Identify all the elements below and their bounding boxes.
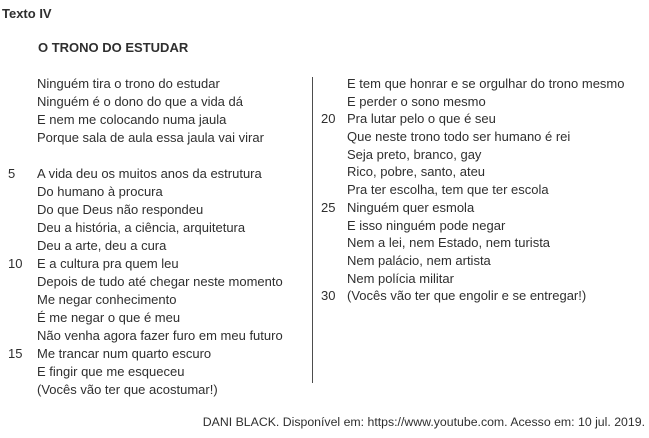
poem-line bbox=[8, 309, 283, 327]
poem-line bbox=[8, 93, 283, 111]
line-text: E a cultura pra quem leu bbox=[37, 256, 179, 271]
line-text: Ninguém quer esmola bbox=[347, 199, 475, 215]
poem-line bbox=[321, 93, 624, 111]
poem-line bbox=[8, 345, 283, 363]
poem-line bbox=[321, 270, 624, 288]
poem-line bbox=[321, 234, 624, 252]
line-text: E tem que honrar e se orgulhar do trono mesmo bbox=[347, 76, 625, 91]
line-number: 20 bbox=[321, 111, 336, 127]
line-text: Do humano à procura bbox=[37, 184, 163, 199]
poem-line bbox=[8, 183, 283, 201]
line-text: Nem palácio, nem artista bbox=[347, 252, 491, 268]
poem-line bbox=[8, 219, 283, 237]
line-number bbox=[8, 201, 37, 219]
line-text: E fingir que me esqueceu bbox=[37, 364, 185, 379]
poem-title: O TRONO DO ESTUDAR bbox=[38, 40, 189, 55]
line-text: Porque sala de aula essa jaula vai virar bbox=[37, 130, 264, 145]
line-number bbox=[8, 111, 37, 129]
poem-line bbox=[8, 237, 283, 255]
poem-line bbox=[8, 111, 283, 129]
line-text: Deu a arte, deu a cura bbox=[37, 238, 167, 253]
line-text: Me negar conhecimento bbox=[37, 292, 177, 307]
poem-line bbox=[321, 252, 624, 270]
line-number bbox=[8, 183, 37, 201]
poem-line bbox=[321, 199, 624, 217]
line-text: Nem a lei, nem Estado, nem turista bbox=[347, 235, 551, 251]
line-text: Do que Deus não respondeu bbox=[37, 202, 204, 217]
poem-line bbox=[8, 363, 283, 381]
poem-line bbox=[321, 163, 624, 181]
line-text: Ninguém tira o trono do estudar bbox=[37, 76, 220, 91]
line-number bbox=[8, 273, 37, 291]
line-text: Não venha agora fazer furo em meu futuro bbox=[37, 328, 283, 343]
line-number bbox=[321, 128, 347, 146]
line-text: É me negar o que é meu bbox=[37, 310, 181, 325]
line-number: 15 bbox=[8, 346, 23, 361]
poem-line bbox=[8, 255, 283, 273]
line-text: Deu a história, a ciência, arquitetura bbox=[37, 220, 246, 235]
poem-line bbox=[321, 128, 624, 146]
poem-line bbox=[8, 381, 283, 399]
line-number bbox=[8, 291, 37, 309]
line-text: E nem me colocando numa jaula bbox=[37, 112, 227, 127]
poem-line bbox=[321, 146, 624, 164]
line-number bbox=[321, 146, 347, 164]
line-text: Que neste trono todo ser humano é rei bbox=[347, 129, 571, 145]
line-text: Depois de tudo até chegar neste momento bbox=[37, 274, 283, 289]
line-text: E isso ninguém pode negar bbox=[347, 217, 506, 233]
poem-line bbox=[321, 110, 624, 128]
line-number: 5 bbox=[8, 166, 16, 181]
poem-line bbox=[321, 217, 624, 235]
line-number bbox=[8, 129, 37, 147]
line-number bbox=[321, 181, 347, 199]
line-text: Nem polícia militar bbox=[347, 270, 454, 286]
poem-line bbox=[8, 327, 283, 345]
line-number: 30 bbox=[321, 288, 336, 304]
line-text: (Vocês vão ter que acostumar!) bbox=[37, 382, 218, 397]
line-number bbox=[321, 252, 347, 270]
line-number bbox=[321, 217, 347, 235]
line-number bbox=[321, 163, 347, 181]
line-number bbox=[8, 309, 37, 327]
line-text: A vida deu os muitos anos da estrutura bbox=[37, 166, 262, 181]
line-number bbox=[8, 219, 37, 237]
line-text: Rico, pobre, santo, ateu bbox=[347, 164, 486, 180]
line-number bbox=[321, 270, 347, 288]
poem-right-column bbox=[321, 75, 624, 305]
line-number bbox=[8, 75, 37, 93]
line-text: (Vocês vão ter que engolir e se entregar!) bbox=[347, 288, 587, 304]
line-number bbox=[321, 234, 347, 252]
poem-line bbox=[8, 165, 283, 183]
poem-line bbox=[321, 181, 624, 199]
line-text: E perder o sono mesmo bbox=[347, 93, 486, 109]
line-number bbox=[8, 381, 37, 399]
poem-line bbox=[321, 287, 624, 305]
line-text: Ninguém é o dono do que a vida dá bbox=[37, 94, 243, 109]
poem-line bbox=[8, 273, 283, 291]
stanza-2 bbox=[8, 165, 283, 399]
line-number: 25 bbox=[321, 199, 336, 215]
poem-line bbox=[8, 75, 283, 93]
line-text: Me trancar num quarto escuro bbox=[37, 346, 212, 361]
line-number bbox=[8, 237, 37, 255]
poem-line bbox=[8, 201, 283, 219]
poem-line bbox=[321, 75, 624, 93]
line-number bbox=[8, 363, 37, 381]
line-number: 10 bbox=[8, 256, 23, 271]
line-number bbox=[8, 327, 37, 345]
source-citation: DANI BLACK. Disponível em: https://www.youtube.com. Acesso em: 10 jul. 2019. bbox=[202, 415, 645, 429]
poem-line bbox=[8, 129, 283, 147]
line-text: Seja preto, branco, gay bbox=[347, 146, 482, 162]
line-text: Pra ter escolha, tem que ter escola bbox=[347, 182, 549, 198]
poem-left-column bbox=[8, 75, 283, 399]
text-section-label: Texto IV bbox=[2, 6, 52, 21]
line-text: Pra lutar pelo o que é seu bbox=[347, 111, 496, 127]
line-number bbox=[8, 93, 37, 111]
column-divider bbox=[312, 77, 313, 383]
stanza-1 bbox=[8, 75, 283, 147]
line-number bbox=[321, 93, 347, 111]
line-number bbox=[321, 75, 347, 93]
poem-line bbox=[8, 291, 283, 309]
